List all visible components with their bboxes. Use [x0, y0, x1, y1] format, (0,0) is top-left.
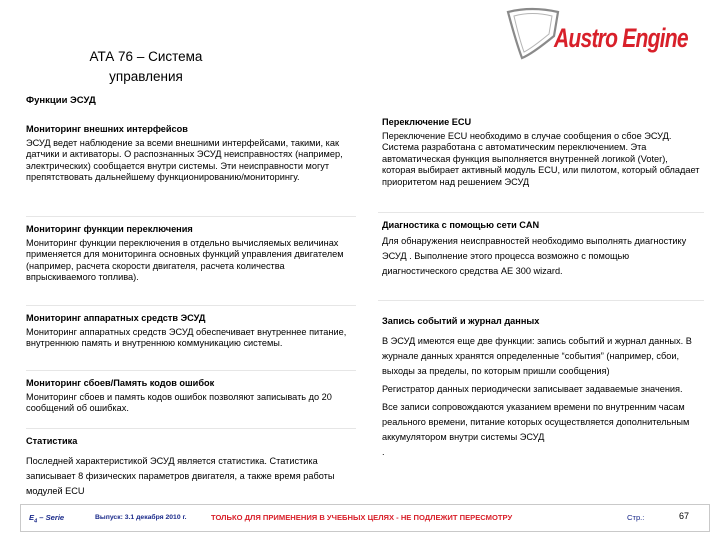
block-heading: Переключение ECU [382, 117, 472, 127]
block-statistics [26, 436, 352, 499]
slide-title-line1: АТА 76 – Система [89, 49, 203, 64]
block-text: Все записи сопровождаются указанием времени по внутренним часам реального времени, питание которых осуществляется дополнительным аккумулятором внутри системы ЭСУД [382, 401, 690, 442]
block-text: ЭСУД ведет наблюдение за всеми внешними интерфейсами, такими, как датчики и активаторы. О распознанных ЭСУД неисправностях (например, электрических) сообщается внутри системы. Эти неисправности могут препятствовать дальнейшему функционированию/мониторингу. [26, 137, 343, 183]
footer-issue: Выпуск: 3.1 декабря 2010 г. [95, 514, 187, 521]
austro-engine-logo [502, 6, 708, 66]
block-heading: Мониторинг внешних интерфейсов [26, 124, 188, 134]
block-can-diagnostics [382, 220, 700, 279]
divider [26, 428, 356, 429]
block-fault-memory [26, 378, 352, 415]
logo-text: Austro Engine [554, 23, 688, 53]
footer-page-label: Стр.: [627, 513, 645, 522]
block-text: Мониторинг сбоев и память кодов ошибок позволяют записывать до 20 сообщений об ошибках. [26, 391, 332, 414]
block-external-interfaces [26, 124, 352, 184]
block-ecu-switching [382, 117, 700, 189]
block-text: В ЭСУД имеются еще две функции: запись событий и журнал данных. В журнале данных хранятся определенные “события” (например, сбои, выходы за пределы, по которым пришли сообщения) [382, 335, 692, 376]
block-event-logging [382, 316, 700, 460]
slide-title [58, 47, 234, 87]
block-heading: Статистика [26, 436, 78, 446]
block-text: . [382, 446, 385, 457]
block-heading: Мониторинг аппаратных средств ЭСУД [26, 313, 206, 323]
divider [26, 370, 356, 371]
block-hardware-monitoring [26, 313, 352, 350]
divider [378, 212, 704, 213]
block-switching-function [26, 224, 352, 284]
footer-page-number: 67 [679, 511, 690, 521]
footer-series-main: E [29, 513, 35, 522]
footer-series-rest: – Serie [37, 513, 65, 522]
block-heading: Диагностика с помощью сети CAN [382, 220, 540, 230]
block-text: Последней характеристикой ЭСУД является статистика. Статистика записывает 8 физических параметров двигателя, а также время работы модулей ECU [26, 455, 335, 496]
divider [26, 216, 356, 217]
block-heading: Запись событий и журнал данных [382, 316, 540, 326]
section-title: Функции ЭСУД [26, 95, 96, 106]
footer-series [29, 513, 64, 525]
block-heading: Мониторинг сбоев/Память кодов ошибок [26, 378, 215, 388]
divider [378, 300, 704, 301]
block-text: Мониторинг функции переключения в отдельно вычисляемых величинах применяется для мониторинга основных функций управления двигателем (например, расчета скорости двигателя, расчета количества впрыскиваемого топлива). [26, 237, 344, 283]
block-text: Регистратор данных периодически записывает задаваемые значения. [382, 383, 683, 394]
footer-series-sub: 4 [34, 518, 38, 525]
block-text: Для обнаружения неисправностей необходимо выполнять диагностику ЭСУД . Выполнение этого процесса возможно с помощью диагностического средства AE 300 wizard. [382, 235, 687, 276]
slide-title-line2: управления [109, 69, 183, 84]
footer-notice: ТОЛЬКО ДЛЯ ПРИМЕНЕНИЯ В УЧЕБНЫХ ЦЕЛЯХ - НЕ ПОДЛЕЖИТ ПЕРЕСМОТРУ [211, 513, 513, 522]
block-text: Мониторинг аппаратных средств ЭСУД обеспечивает внутреннее питание, внутреннюю память и внутреннюю коммуникацию системы. [26, 326, 347, 349]
block-heading: Мониторинг функции переключения [26, 224, 193, 234]
divider [26, 305, 356, 306]
block-text: Переключение ECU необходимо в случае сообщения о сбое ЭСУД. Система разработана с автоматическим переключением. Эта автоматическая функция выполняется внутренней логикой (Voter), которая выбирает активный модуль ECU, или пилотом, который обладает приоритетом над решением ЭСУД [382, 130, 700, 187]
footer-bar [20, 504, 710, 532]
